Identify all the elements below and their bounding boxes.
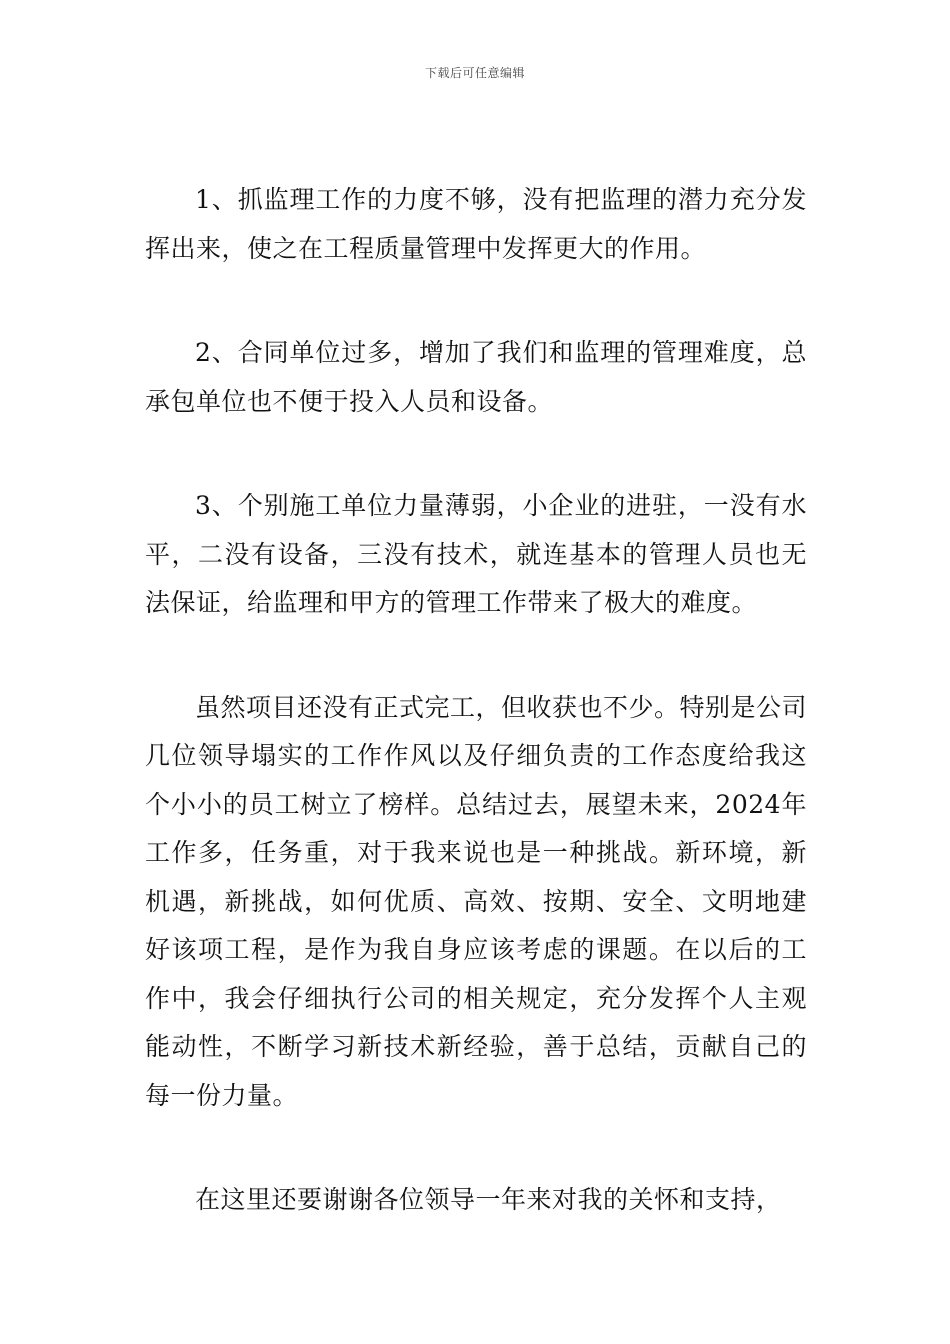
paragraph-summary: 虽然项目还没有正式完工，但收获也不少。特别是公司几位领导塌实的工作作风以及仔细负责的工作态度给我这个小小的员工树立了榜样。总结过去，展望未来，2024年工作多，任务重，对于我来说也是一种挑战。新环境，新机遇，新挑战，如何优质、高效、按期、安全、文明地建好该项工程，是作为我自身应该考虑的课题。在以后的工作中，我会仔细执行公司的相关规定，充分发挥个人主观能动性，不断学习新技术新经验，善于总结，贡献自己的每一份力量。 [145,692,808,1110]
paragraph-issue-2: 2、合同单位过多，增加了我们和监理的管理难度，总承包单位也不便于投入人员和设备。 [145,338,807,416]
page-header-note: 下载后可任意编辑 [424,66,525,80]
paragraph-issue-1: 1、抓监理工作的力度不够，没有把监理的潜力充分发挥出来，使之在工程质量管理中发挥更大的作用。 [145,185,807,263]
paragraph-issue-3: 3、个别施工单位力量薄弱，小企业的进驻，一没有水平，二没有设备，三没有技术，就连基本的管理人员也无法保证，给监理和甲方的管理工作带来了极大的难度。 [145,491,807,617]
document-body [145,176,807,1225]
paragraph-thanks: 在这里还要谢谢各位领导一年来对我的关怀和支持， [195,1185,782,1214]
